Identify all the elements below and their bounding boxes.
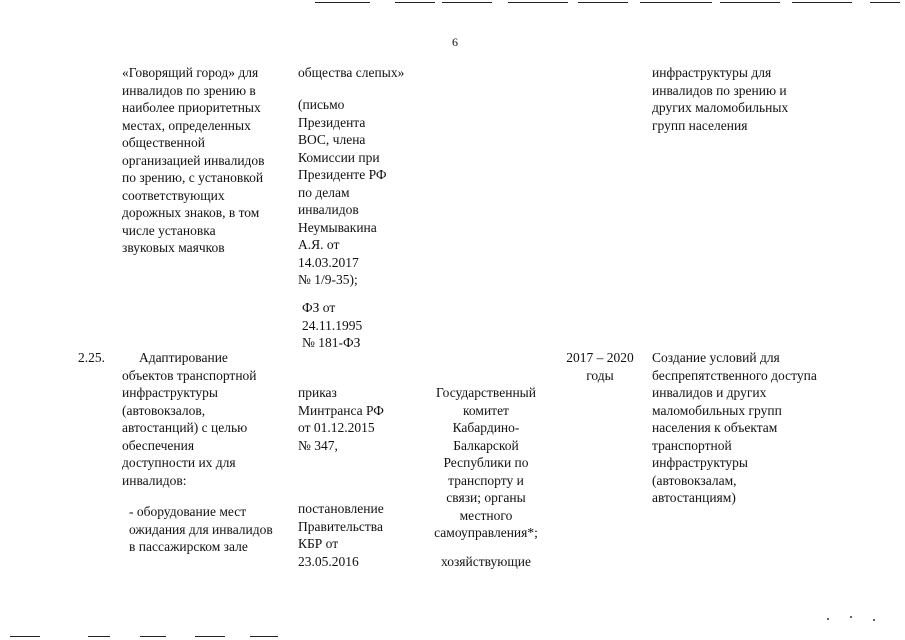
text-line: общественной bbox=[122, 135, 205, 150]
text-line: № 181-ФЗ bbox=[302, 335, 361, 350]
bottom-scan-line bbox=[88, 636, 110, 637]
text-line: инвалидов: bbox=[122, 472, 187, 488]
text-line: организацией инвалидов bbox=[122, 152, 265, 168]
top-scan-line bbox=[578, 2, 628, 3]
text-line: 24.11.1995 bbox=[302, 317, 363, 333]
text-line: Адаптирование bbox=[139, 350, 228, 365]
text-line: инвалидов и других bbox=[652, 385, 767, 400]
text-line: (автовокзалам, bbox=[652, 472, 737, 488]
text-line: Минтранса РФ bbox=[298, 402, 384, 418]
scan-speck bbox=[873, 619, 875, 621]
text-line: Правительства bbox=[298, 518, 383, 534]
top-scan-line bbox=[720, 2, 780, 3]
text-line: в пассажирском зале bbox=[129, 539, 248, 554]
row-executor-continued bbox=[424, 553, 548, 571]
text-line: ВОС, члена bbox=[298, 132, 366, 147]
text-line: Президента bbox=[298, 114, 366, 130]
text-line: № 347, bbox=[298, 437, 338, 453]
text-line: населения к объектам bbox=[652, 420, 778, 435]
text-line: 23.05.2016 bbox=[298, 553, 359, 569]
top-scan-line bbox=[508, 2, 568, 3]
text-line: 14.03.2017 bbox=[298, 254, 359, 270]
page-number: 6 bbox=[452, 35, 458, 49]
text-line: инфраструктуры bbox=[652, 455, 748, 470]
text-line: местах, определенных bbox=[122, 117, 251, 133]
text-line: инвалидов по зрению в bbox=[122, 82, 256, 98]
bottom-scan-line bbox=[140, 636, 166, 637]
text-line: Комиссии при bbox=[298, 149, 380, 165]
text-line: доступности их для bbox=[122, 455, 236, 470]
text-line: наиболее приоритетных bbox=[122, 100, 261, 115]
scan-speck bbox=[827, 618, 829, 620]
text-line: инфраструктуры bbox=[122, 385, 218, 400]
row-result-cell bbox=[652, 349, 817, 507]
text-line: других маломобильных bbox=[652, 100, 789, 115]
text-line: от 01.12.2015 bbox=[298, 420, 375, 435]
text-line: связи; органы bbox=[446, 490, 526, 505]
text-line: Государственный bbox=[436, 385, 536, 400]
text-line: обеспечения bbox=[122, 437, 195, 453]
text-line: комитет bbox=[463, 402, 509, 418]
text-line: самоуправления*; bbox=[434, 525, 538, 540]
row-measure-item bbox=[129, 503, 273, 556]
row-number: 2.25. bbox=[78, 350, 105, 365]
top-scan-line bbox=[792, 2, 852, 3]
text-line: постановление bbox=[298, 501, 384, 516]
text-line: Республики по bbox=[443, 455, 529, 470]
top-scan-line bbox=[442, 2, 492, 3]
text-line: Неумывакина bbox=[298, 219, 377, 235]
text-line: транспорту и bbox=[448, 472, 524, 488]
text-line: № 1/9-35); bbox=[298, 272, 358, 287]
scan-speck bbox=[850, 616, 852, 618]
top-scan-line bbox=[395, 2, 435, 3]
text-line: Балкарской bbox=[453, 437, 519, 453]
text-line: числе установка bbox=[122, 222, 216, 238]
text-line: хозяйствующие bbox=[440, 554, 531, 569]
text-line: Создание условий для bbox=[652, 350, 780, 365]
text-line: транспортной bbox=[652, 437, 732, 453]
prev-row-measure-cell bbox=[122, 64, 265, 257]
text-line: автостанций) с целью bbox=[122, 420, 248, 435]
text-line: звуковых маячков bbox=[122, 240, 225, 255]
text-line: инвалидов по зрению и bbox=[652, 82, 787, 98]
top-scan-line bbox=[870, 2, 900, 3]
text-line: Президенте РФ bbox=[298, 167, 387, 182]
row-measure-cell bbox=[122, 349, 257, 489]
text-line: местного bbox=[459, 507, 513, 523]
row-executor-cell bbox=[424, 384, 548, 542]
top-scan-line bbox=[640, 2, 712, 3]
text-line: (письмо bbox=[298, 97, 345, 112]
text-line: 2017 – 2020 bbox=[566, 350, 634, 365]
text-line: соответствующих bbox=[122, 187, 225, 203]
text-line: инвалидов bbox=[298, 202, 359, 217]
row-basis-order bbox=[298, 384, 384, 454]
text-line: групп населения bbox=[652, 117, 748, 133]
text-line: КБР от bbox=[298, 536, 339, 551]
prev-row-basis-letter bbox=[298, 96, 387, 289]
text-line: «Говорящий город» для bbox=[122, 65, 259, 80]
row-basis-resolution bbox=[298, 500, 384, 570]
prev-row-result-cell bbox=[652, 64, 788, 134]
text-line: Кабардино- bbox=[452, 420, 520, 435]
row-term-cell bbox=[560, 349, 640, 384]
text-line: приказ bbox=[298, 385, 337, 400]
text-line: ожидания для инвалидов bbox=[129, 521, 273, 537]
text-line: общества слепых» bbox=[298, 65, 405, 80]
text-line: годы bbox=[586, 367, 614, 383]
text-line: автостанциям) bbox=[652, 490, 736, 505]
text-line: А.Я. от bbox=[298, 237, 340, 252]
prev-row-basis-law bbox=[302, 299, 362, 352]
text-line: по делам bbox=[298, 184, 350, 200]
text-line: ФЗ от bbox=[302, 300, 336, 315]
text-line: (автовокзалов, bbox=[122, 402, 206, 418]
text-line: маломобильных групп bbox=[652, 402, 782, 418]
text-line: инфраструктуры для bbox=[652, 65, 772, 80]
text-line: объектов транспортной bbox=[122, 367, 257, 383]
bottom-scan-line bbox=[195, 636, 225, 637]
text-line: - оборудование мест bbox=[129, 504, 247, 519]
text-line: дорожных знаков, в том bbox=[122, 205, 260, 220]
bottom-scan-line bbox=[250, 636, 278, 637]
bottom-scan-line bbox=[10, 636, 40, 637]
top-scan-line bbox=[315, 2, 370, 3]
prev-row-basis-cell bbox=[298, 64, 404, 82]
text-line: по зрению, с установкой bbox=[122, 170, 264, 185]
text-line: беспрепятственного доступа bbox=[652, 367, 817, 383]
